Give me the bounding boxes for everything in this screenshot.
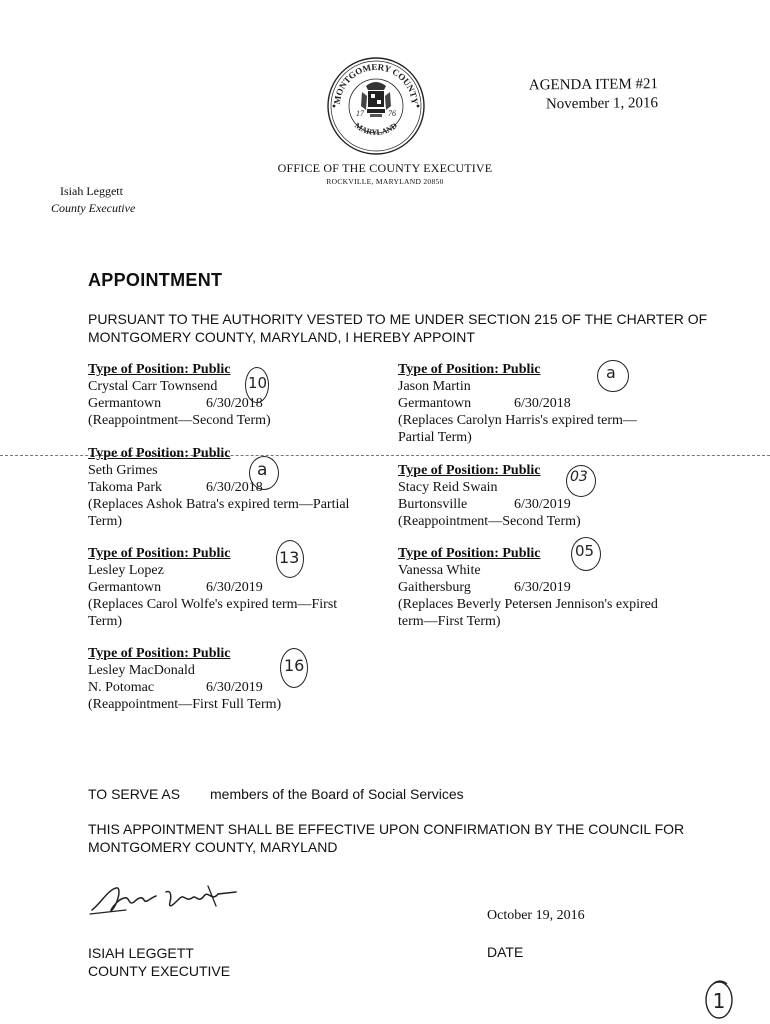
handwritten-mark: 03 <box>570 469 588 485</box>
signer-title: COUNTY EXECUTIVE <box>88 963 231 979</box>
position-type: Type of Position: Public <box>88 362 231 377</box>
agenda-date: November 1, 2016 <box>545 95 659 113</box>
serve-text: members of the Board of Social Services <box>210 786 464 802</box>
position-type: Type of Position: Public <box>398 546 541 561</box>
appointment-entry <box>88 361 358 429</box>
term-date: 6/30/2019 <box>514 497 571 512</box>
signer-block <box>88 944 230 980</box>
appointee-city: Germantown <box>88 396 162 411</box>
appointee-city: Germantown <box>88 580 162 595</box>
serve-label: TO SERVE AS <box>88 786 181 802</box>
seal-year-right: 76 <box>388 109 396 118</box>
appointee-name: Jason Martin <box>398 379 471 394</box>
office-city: ROCKVILLE, MARYLAND 20850 <box>326 177 444 186</box>
term-date: 6/30/2019 <box>514 580 571 595</box>
county-seal <box>326 56 426 156</box>
position-type: Type of Position: Public <box>398 463 541 478</box>
appointment-entry <box>88 645 358 713</box>
appointee-name: Lesley MacDonald <box>88 663 195 678</box>
term-date: 6/30/2019 <box>206 680 263 695</box>
appointee-name: Seth Grimes <box>88 463 158 478</box>
appointment-note: (Replaces Ashok Batra's expired term—Partial Term) <box>88 497 350 529</box>
appointment-entry <box>88 545 358 630</box>
appointment-note: (Replaces Carol Wolfe's expired term—First Term) <box>88 597 338 629</box>
svg-text:MARYLAND <box>353 121 399 137</box>
position-type: Type of Position: Public <box>88 546 231 561</box>
handwritten-mark: 10 <box>248 374 268 392</box>
handwritten-mark: 13 <box>279 548 300 567</box>
appointee-city: Germantown <box>398 396 472 411</box>
appointee-city: N. Potomac <box>88 680 155 695</box>
page-number: 1 <box>712 989 726 1013</box>
appointee-city: Takoma Park <box>88 480 163 495</box>
appointment-note: (Replaces Carolyn Harris's expired term—Partial Term) <box>398 413 637 445</box>
pursuant-statement: PURSUANT TO THE AUTHORITY VESTED TO ME UNDER SECTION 215 OF THE CHARTER OF MONTGOMERY COUNTY, MARYLAND, I HEREBY APPOINT <box>88 311 708 345</box>
appointee-name: Lesley Lopez <box>88 563 164 578</box>
handwritten-mark: a <box>257 460 268 480</box>
executive-name: Isiah Leggett <box>60 184 123 198</box>
appointee-city: Gaithersburg <box>398 580 471 595</box>
appointee-city: Burtonsville <box>398 497 468 512</box>
term-date: 6/30/2018 <box>514 396 571 411</box>
office-title: OFFICE OF THE COUNTY EXECUTIVE <box>277 161 493 175</box>
agenda-item: AGENDA ITEM #21 <box>528 76 659 94</box>
appointee-name: Crystal Carr Townsend <box>88 379 218 394</box>
term-date: 6/30/2018 <box>206 480 263 495</box>
seal-bottom-text: MARYLAND <box>353 120 399 137</box>
appointment-note: (Reappointment—Second Term) <box>398 514 581 529</box>
seal-crest-icon <box>361 82 391 117</box>
page-title: APPOINTMENT <box>88 270 223 290</box>
seal-year-left: 17 <box>356 109 364 118</box>
appointment-note: (Reappointment—First Full Term) <box>88 697 282 712</box>
appointment-note: (Replaces Beverly Petersen Jennison's expired term—First Term) <box>398 597 658 629</box>
position-type: Type of Position: Public <box>88 646 231 661</box>
agenda-block <box>498 76 658 114</box>
appointment-entry <box>88 445 358 530</box>
position-type: Type of Position: Public <box>398 362 541 377</box>
handwritten-mark: 05 <box>575 542 595 560</box>
appointment-entry <box>398 462 668 530</box>
appointment-entry <box>398 545 668 630</box>
handwritten-signature <box>86 880 256 920</box>
handwritten-mark: a <box>606 363 616 382</box>
term-date: 6/30/2018 <box>206 396 263 411</box>
appointment-note: (Reappointment—Second Term) <box>88 413 271 428</box>
executive-title: County Executive <box>51 201 136 215</box>
term-date: 6/30/2019 <box>206 580 263 595</box>
date-label: DATE <box>487 944 524 960</box>
handwritten-mark: 16 <box>284 656 305 675</box>
page-number-circle-mark <box>703 978 735 1020</box>
appointee-name: Vanessa White <box>398 563 481 578</box>
signer-name: ISIAH LEGGETT <box>88 945 194 961</box>
appointee-name: Stacy Reid Swain <box>398 480 498 495</box>
position-type: Type of Position: Public <box>88 446 231 461</box>
effective-statement: THIS APPOINTMENT SHALL BE EFFECTIVE UPON CONFIRMATION BY THE COUNCIL FOR MONTGOMERY COUNTY, MARYLAND <box>88 821 685 855</box>
seal-top-text: MONTGOMERY COUNTY <box>331 61 421 105</box>
signature-date: October 19, 2016 <box>487 908 585 923</box>
